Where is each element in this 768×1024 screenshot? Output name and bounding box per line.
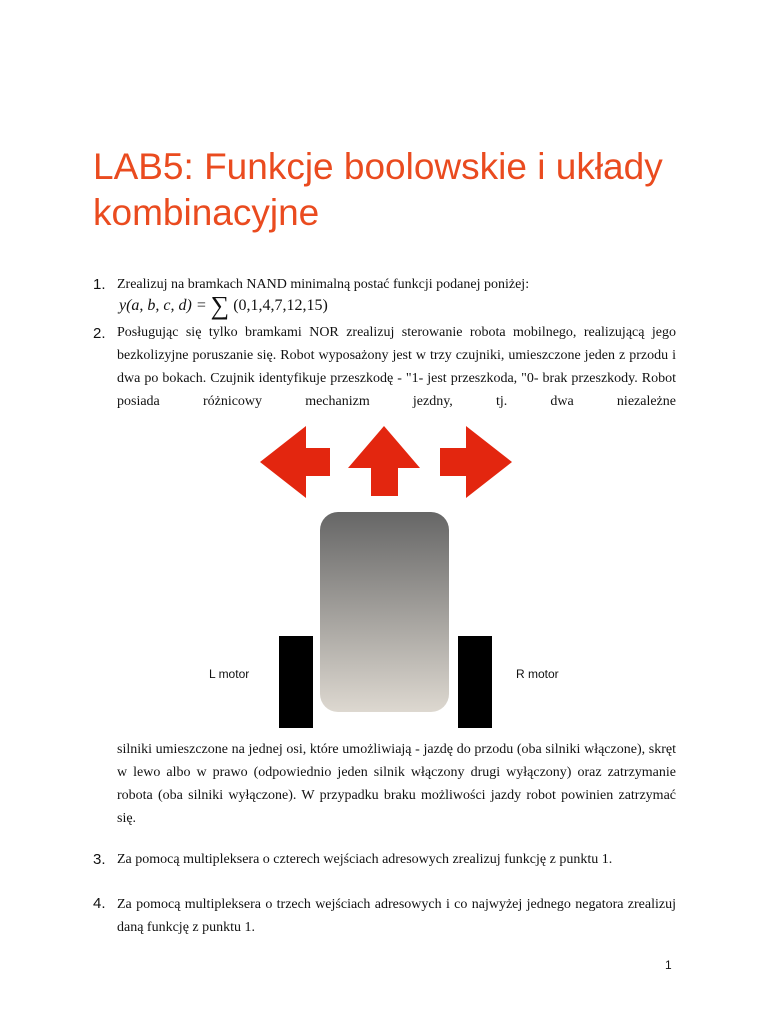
left-wheel — [279, 636, 313, 728]
formula-lhs: y(a, b, c, d) = — [119, 297, 207, 314]
sum-symbol: ∑ — [210, 291, 230, 320]
arrow-left-icon — [260, 426, 330, 498]
right-wheel — [458, 636, 492, 728]
arrow-right-icon — [440, 426, 512, 498]
item-2-text-before-figure: Posługując się tylko bramkami NOR zrealizuj sterowanie robota mobilnego, realizującą jego bezkolizyjne poruszanie się. Robot wyposażony jest w trzy czujniki, umieszczone jeden z przodu i dwa po bokach. Czujnik identyfikuje przeszkodę - "1- jest przeszkoda, "0- brak przeszkody. Robot posiada różnicowy mechanizm jezdny, tj. dwa niezależne — [117, 325, 676, 409]
robot-body — [320, 512, 449, 712]
item-2-number: 2. — [93, 325, 106, 342]
robot-figure — [250, 420, 520, 740]
item-3-number: 3. — [93, 851, 106, 868]
page-title: LAB5: Funkcje boolowskie i układy kombinacyjne — [93, 146, 663, 233]
item-4-text: Za pomocą multipleksera o trzech wejściach adresowych i co najwyżej jednego negatora zrealizuj daną funkcję z punktu 1. — [117, 897, 676, 935]
arrow-up-icon — [348, 426, 420, 496]
left-motor-label: L motor — [209, 667, 250, 681]
item-3-text: Za pomocą multipleksera o czterech wejściach adresowych zrealizuj funkcję z punktu 1. — [117, 852, 613, 867]
item-1-text: Zrealizuj na bramkach NAND minimalną postać funkcji podanej poniżej: — [117, 277, 530, 292]
item-1-formula — [119, 291, 328, 321]
page-number: 1 — [665, 958, 672, 972]
item-2-text-after-figure: silniki umieszczone na jednej osi, które umożliwiają - jazdę do przodu (oba silniki włączone), skręt w lewo albo w prawo (odpowiednio jeden silnik włączony drugi wyłączony) oraz zatrzymanie robota (oba silniki wyłączone). W przypadku braku możliwości jazdy robot powinien zatrzymać się. — [117, 742, 676, 826]
formula-rhs: (0,1,4,7,12,15) — [233, 297, 328, 314]
right-motor-label: R motor — [516, 667, 559, 681]
item-4-number: 4. — [93, 895, 106, 912]
item-1-number: 1. — [93, 276, 106, 293]
